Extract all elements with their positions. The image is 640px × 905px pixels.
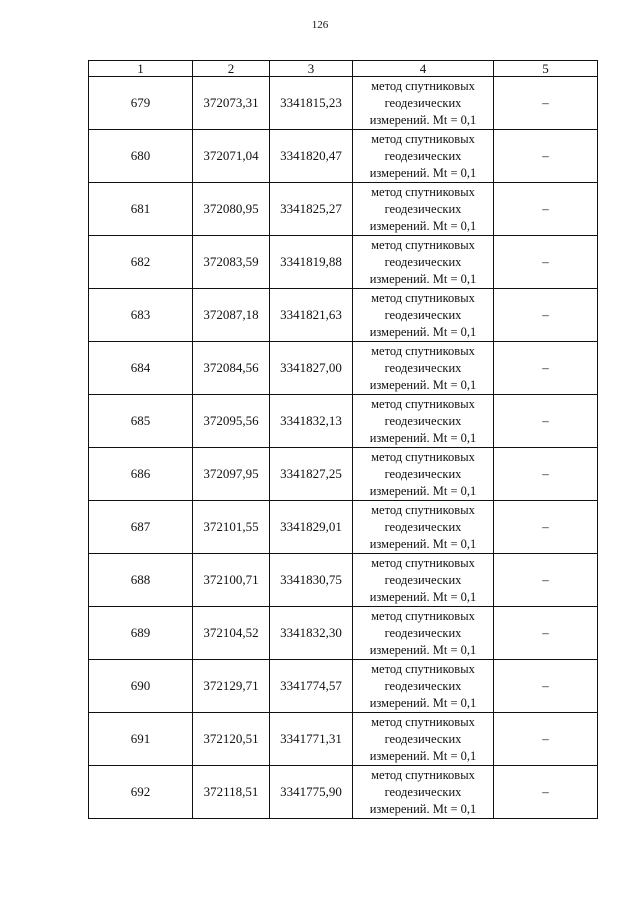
y-coordinate-cell: 3341815,23 — [270, 77, 353, 130]
x-coordinate-cell: 372080,95 — [193, 183, 270, 236]
column-header-5: 5 — [494, 61, 598, 77]
method-line: измерений. Mt = 0,1 — [369, 483, 477, 498]
method-line: метод спутниковых — [371, 608, 475, 623]
x-coordinate-cell: 372095,56 — [193, 395, 270, 448]
method-line: метод спутниковых — [371, 767, 475, 782]
point-number-cell: 681 — [89, 183, 193, 236]
point-number-cell: 683 — [89, 289, 193, 342]
table-row — [89, 660, 598, 713]
method-line: геодезических — [384, 466, 462, 481]
method-line: метод спутниковых — [371, 555, 475, 570]
method-line: геодезических — [384, 307, 462, 322]
method-line: измерений. Mt = 0,1 — [369, 695, 477, 710]
method-line: измерений. Mt = 0,1 — [369, 377, 477, 392]
y-coordinate-cell: 3341829,01 — [270, 501, 353, 554]
point-number-cell: 689 — [89, 607, 193, 660]
note-cell: – — [494, 236, 598, 289]
method-line: метод спутниковых — [371, 78, 475, 93]
method-line: измерений. Mt = 0,1 — [369, 165, 477, 180]
table-row — [89, 289, 598, 342]
method-cell — [353, 395, 494, 448]
note-cell: – — [494, 130, 598, 183]
method-cell — [353, 342, 494, 395]
method-line: измерений. Mt = 0,1 — [369, 748, 477, 763]
method-line: геодезических — [384, 148, 462, 163]
method-cell — [353, 660, 494, 713]
point-number-cell: 682 — [89, 236, 193, 289]
y-coordinate-cell: 3341821,63 — [270, 289, 353, 342]
method-line: метод спутниковых — [371, 661, 475, 676]
y-coordinate-cell: 3341771,31 — [270, 713, 353, 766]
note-cell: – — [494, 183, 598, 236]
point-number-cell: 688 — [89, 554, 193, 607]
method-line: геодезических — [384, 678, 462, 693]
method-line: геодезических — [384, 201, 462, 216]
x-coordinate-cell: 372100,71 — [193, 554, 270, 607]
note-cell: – — [494, 395, 598, 448]
method-line: геодезических — [384, 95, 462, 110]
point-number-cell: 691 — [89, 713, 193, 766]
table-row — [89, 448, 598, 501]
method-line: метод спутниковых — [371, 714, 475, 729]
method-line: метод спутниковых — [371, 396, 475, 411]
x-coordinate-cell: 372101,55 — [193, 501, 270, 554]
note-cell: – — [494, 289, 598, 342]
method-line: измерений. Mt = 0,1 — [369, 218, 477, 233]
table-row — [89, 713, 598, 766]
x-coordinate-cell: 372104,52 — [193, 607, 270, 660]
header-row — [89, 61, 598, 77]
point-number-cell: 679 — [89, 77, 193, 130]
method-line: метод спутниковых — [371, 502, 475, 517]
x-coordinate-cell: 372087,18 — [193, 289, 270, 342]
y-coordinate-cell: 3341774,57 — [270, 660, 353, 713]
point-number-cell: 685 — [89, 395, 193, 448]
point-number-cell: 692 — [89, 766, 193, 819]
method-line: геодезических — [384, 413, 462, 428]
method-line: измерений. Mt = 0,1 — [369, 324, 477, 339]
method-line: измерений. Mt = 0,1 — [369, 112, 477, 127]
method-line: метод спутниковых — [371, 449, 475, 464]
method-line: геодезических — [384, 360, 462, 375]
method-cell — [353, 607, 494, 660]
x-coordinate-cell: 372118,51 — [193, 766, 270, 819]
coordinates-table — [88, 60, 598, 819]
note-cell: – — [494, 660, 598, 713]
table-row — [89, 236, 598, 289]
method-cell — [353, 289, 494, 342]
method-line: измерений. Mt = 0,1 — [369, 536, 477, 551]
method-line: измерений. Mt = 0,1 — [369, 430, 477, 445]
table-row — [89, 342, 598, 395]
method-line: геодезических — [384, 519, 462, 534]
point-number-cell: 687 — [89, 501, 193, 554]
table-row — [89, 554, 598, 607]
method-line: метод спутниковых — [371, 237, 475, 252]
x-coordinate-cell: 372071,04 — [193, 130, 270, 183]
y-coordinate-cell: 3341775,90 — [270, 766, 353, 819]
y-coordinate-cell: 3341832,30 — [270, 607, 353, 660]
method-cell — [353, 236, 494, 289]
y-coordinate-cell: 3341830,75 — [270, 554, 353, 607]
method-line: измерений. Mt = 0,1 — [369, 642, 477, 657]
method-line: метод спутниковых — [371, 290, 475, 305]
x-coordinate-cell: 372097,95 — [193, 448, 270, 501]
point-number-cell: 690 — [89, 660, 193, 713]
method-line: метод спутниковых — [371, 343, 475, 358]
method-line: геодезических — [384, 625, 462, 640]
table-row — [89, 607, 598, 660]
method-cell — [353, 183, 494, 236]
method-line: измерений. Mt = 0,1 — [369, 589, 477, 604]
y-coordinate-cell: 3341827,25 — [270, 448, 353, 501]
method-line: геодезических — [384, 572, 462, 587]
column-header-1: 1 — [89, 61, 193, 77]
x-coordinate-cell: 372083,59 — [193, 236, 270, 289]
table-row — [89, 130, 598, 183]
note-cell: – — [494, 342, 598, 395]
note-cell: – — [494, 448, 598, 501]
method-cell — [353, 448, 494, 501]
method-line: геодезических — [384, 731, 462, 746]
note-cell: – — [494, 607, 598, 660]
method-cell — [353, 554, 494, 607]
table-body — [89, 77, 598, 819]
y-coordinate-cell: 3341820,47 — [270, 130, 353, 183]
table-row — [89, 183, 598, 236]
method-cell — [353, 501, 494, 554]
page-number: 126 — [311, 19, 329, 31]
method-cell — [353, 766, 494, 819]
x-coordinate-cell: 372084,56 — [193, 342, 270, 395]
y-coordinate-cell: 3341832,13 — [270, 395, 353, 448]
y-coordinate-cell: 3341819,88 — [270, 236, 353, 289]
x-coordinate-cell: 372073,31 — [193, 77, 270, 130]
table-row — [89, 766, 598, 819]
note-cell: – — [494, 766, 598, 819]
column-header-2: 2 — [193, 61, 270, 77]
x-coordinate-cell: 372120,51 — [193, 713, 270, 766]
table-row — [89, 395, 598, 448]
method-line: метод спутниковых — [371, 131, 475, 146]
table-header — [89, 61, 598, 77]
method-line: геодезических — [384, 784, 462, 799]
method-cell — [353, 77, 494, 130]
y-coordinate-cell: 3341827,00 — [270, 342, 353, 395]
note-cell: – — [494, 501, 598, 554]
point-number-cell: 680 — [89, 130, 193, 183]
method-line: метод спутниковых — [371, 184, 475, 199]
x-coordinate-cell: 372129,71 — [193, 660, 270, 713]
method-cell — [353, 713, 494, 766]
note-cell: – — [494, 713, 598, 766]
column-header-3: 3 — [270, 61, 353, 77]
point-number-cell: 686 — [89, 448, 193, 501]
point-number-cell: 684 — [89, 342, 193, 395]
table-row — [89, 501, 598, 554]
table-row — [89, 77, 598, 130]
method-line: геодезических — [384, 254, 462, 269]
column-header-4: 4 — [353, 61, 494, 77]
method-cell — [353, 130, 494, 183]
method-line: измерений. Mt = 0,1 — [369, 801, 477, 816]
note-cell: – — [494, 77, 598, 130]
method-line: измерений. Mt = 0,1 — [369, 271, 477, 286]
y-coordinate-cell: 3341825,27 — [270, 183, 353, 236]
note-cell: – — [494, 554, 598, 607]
